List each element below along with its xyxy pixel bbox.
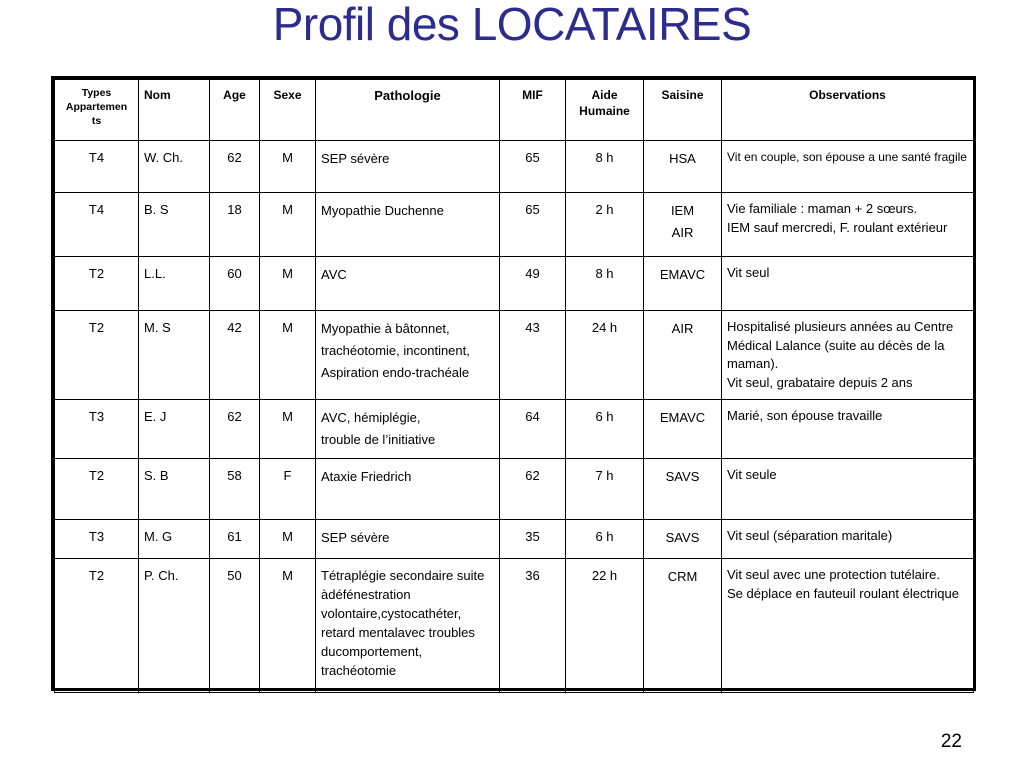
cell-age: 18 [210,193,260,257]
cell-nom: M. S [139,311,210,400]
header-types-line: ts [91,115,102,127]
header-pathologie: Pathologie [316,80,500,141]
cell-observations-line: Hospitalisé plusieurs années au Centre [727,319,954,334]
cell-mif: 65 [500,193,566,257]
cell-saisine [644,400,722,459]
header-observations: Observations [722,80,974,141]
header-types-line: Appartemen [65,101,128,113]
cell-sexe: M [260,193,316,257]
cell-aide-humaine: 8 h [566,257,644,311]
cell-mif: 62 [500,459,566,520]
cell-saisine-line: SAVS [665,469,700,484]
cell-nom: E. J [139,400,210,459]
cell-pathologie [316,141,500,193]
cell-pathologie-line: Ataxie Friedrich [321,469,412,484]
header-age: Age [210,80,260,141]
tenants-table [51,76,976,691]
cell-observations [722,559,974,693]
header-mif: MIF [500,80,566,141]
cell-pathologie-line: comportement, trachéotomie [321,644,423,678]
header-types [55,80,139,141]
cell-sexe: M [260,141,316,193]
cell-pathologie [316,559,500,693]
cell-pathologie-line: Myopathie Duchenne [321,203,444,218]
cell-observations [722,520,974,559]
cell-aide-humaine: 8 h [566,141,644,193]
cell-observations-line: Se déplace en fauteuil roulant électrique [727,585,959,601]
page-title: Profil des LOCATAIRES [272,0,752,50]
cell-age: 62 [210,141,260,193]
cell-mif: 65 [500,141,566,193]
cell-mif: 43 [500,311,566,400]
cell-observations-line: Vie familiale : maman + 2 sœurs. [727,201,918,216]
table-row [55,141,974,193]
cell-type: T2 [55,459,139,520]
cell-sexe: M [260,257,316,311]
cell-observations-line: Marié, son épouse travaille [727,408,883,423]
cell-mif: 36 [500,559,566,693]
cell-pathologie-line: trouble de l’initiative [321,432,436,447]
cell-pathologie-line: avec troubles du [321,625,475,659]
cell-saisine [644,141,722,193]
cell-observations [722,193,974,257]
cell-type: T3 [55,400,139,459]
table-row [55,459,974,520]
cell-pathologie-line: SEP sévère [321,530,390,545]
cell-pathologie [316,257,500,311]
cell-observations [722,400,974,459]
cell-saisine-line: EMAVC [659,267,706,282]
header-aide-line: Aide [591,88,618,102]
table-row [55,311,974,400]
cell-saisine [644,193,722,257]
header-types-line: Types [81,87,112,99]
cell-pathologie-line: AVC [321,267,347,282]
page-number: 22 [940,731,962,752]
cell-pathologie [316,193,500,257]
cell-saisine-line: AIR [671,321,694,336]
cell-pathologie [316,400,500,459]
cell-saisine [644,520,722,559]
cell-observations-line: Vit seul avec une protection tutélaire. [727,567,940,582]
cell-saisine-line: HSA [669,151,696,166]
cell-pathologie-line: Tétraplégie secondaire suite à [321,568,485,602]
cell-pathologie-line: SEP sévère [321,151,390,166]
table-row [55,193,974,257]
cell-saisine-line: SAVS [665,530,700,545]
header-aide-humaine [566,80,644,141]
cell-nom: L.L. [139,257,210,311]
cell-mif: 35 [500,520,566,559]
cell-observations-line: Vit seule [727,467,777,482]
cell-age: 42 [210,311,260,400]
cell-observations-line: Médical Lalance (suite au décès de la [727,337,945,353]
cell-observations [722,311,974,400]
cell-pathologie-line: défénestration volontaire, [321,587,411,621]
table-row [55,400,974,459]
cell-type: T4 [55,193,139,257]
header-saisine: Saisine [644,80,722,141]
cell-sexe: M [260,520,316,559]
cell-type: T4 [55,141,139,193]
table-row [55,520,974,559]
cell-saisine [644,257,722,311]
cell-age: 58 [210,459,260,520]
cell-age: 50 [210,559,260,693]
cell-pathologie-line: Aspiration endo-trachéale [321,365,470,380]
cell-type: T3 [55,520,139,559]
cell-sexe: M [260,400,316,459]
cell-pathologie [316,311,500,400]
cell-age: 62 [210,400,260,459]
cell-observations-line: Vit seul, grabataire depuis 2 ans [727,374,913,390]
cell-saisine [644,311,722,400]
cell-saisine-line: IEM [670,203,695,218]
cell-sexe: M [260,311,316,400]
cell-observations [722,257,974,311]
header-nom: Nom [139,80,210,141]
cell-aide-humaine: 24 h [566,311,644,400]
table-header-row [55,80,974,141]
cell-pathologie-line: trachéotomie, incontinent, [321,343,470,358]
cell-saisine-line: AIR [671,225,694,240]
cell-pathologie-line: AVC, hémiplégie, [321,410,421,425]
table-row [55,559,974,693]
cell-saisine [644,459,722,520]
cell-nom: S. B [139,459,210,520]
cell-observations-line: IEM sauf mercredi, F. roulant extérieur [727,219,948,235]
cell-saisine [644,559,722,693]
cell-aide-humaine: 6 h [566,520,644,559]
table-row [55,257,974,311]
cell-aide-humaine: 6 h [566,400,644,459]
cell-nom: P. Ch. [139,559,210,693]
cell-pathologie-line: Myopathie à bâtonnet, [321,321,450,336]
cell-type: T2 [55,257,139,311]
cell-nom: M. G [139,520,210,559]
cell-type: T2 [55,311,139,400]
cell-sexe: M [260,559,316,693]
cell-observations [722,141,974,193]
cell-sexe: F [260,459,316,520]
cell-observations [722,459,974,520]
cell-aide-humaine: 7 h [566,459,644,520]
cell-nom: W. Ch. [139,141,210,193]
cell-pathologie [316,459,500,520]
cell-age: 60 [210,257,260,311]
cell-nom: B. S [139,193,210,257]
cell-aide-humaine: 2 h [566,193,644,257]
cell-age: 61 [210,520,260,559]
header-aide-line: Humaine [579,104,630,118]
cell-observations-line: Vit seul [727,265,770,280]
cell-mif: 64 [500,400,566,459]
cell-saisine-line: CRM [667,569,698,584]
cell-mif: 49 [500,257,566,311]
header-sexe: Sexe [260,80,316,141]
table-body [55,141,974,693]
cell-observations-line: maman). [727,356,779,371]
cell-type: T2 [55,559,139,693]
cell-saisine-line: EMAVC [659,410,706,425]
cell-pathologie-line: cystocathéter, retard mental [321,606,462,640]
cell-observations-line: Vit en couple, son épouse a une santé fragile [727,150,967,164]
cell-aide-humaine: 22 h [566,559,644,693]
cell-pathologie [316,520,500,559]
cell-observations-line: Vit seul (séparation maritale) [727,528,893,543]
